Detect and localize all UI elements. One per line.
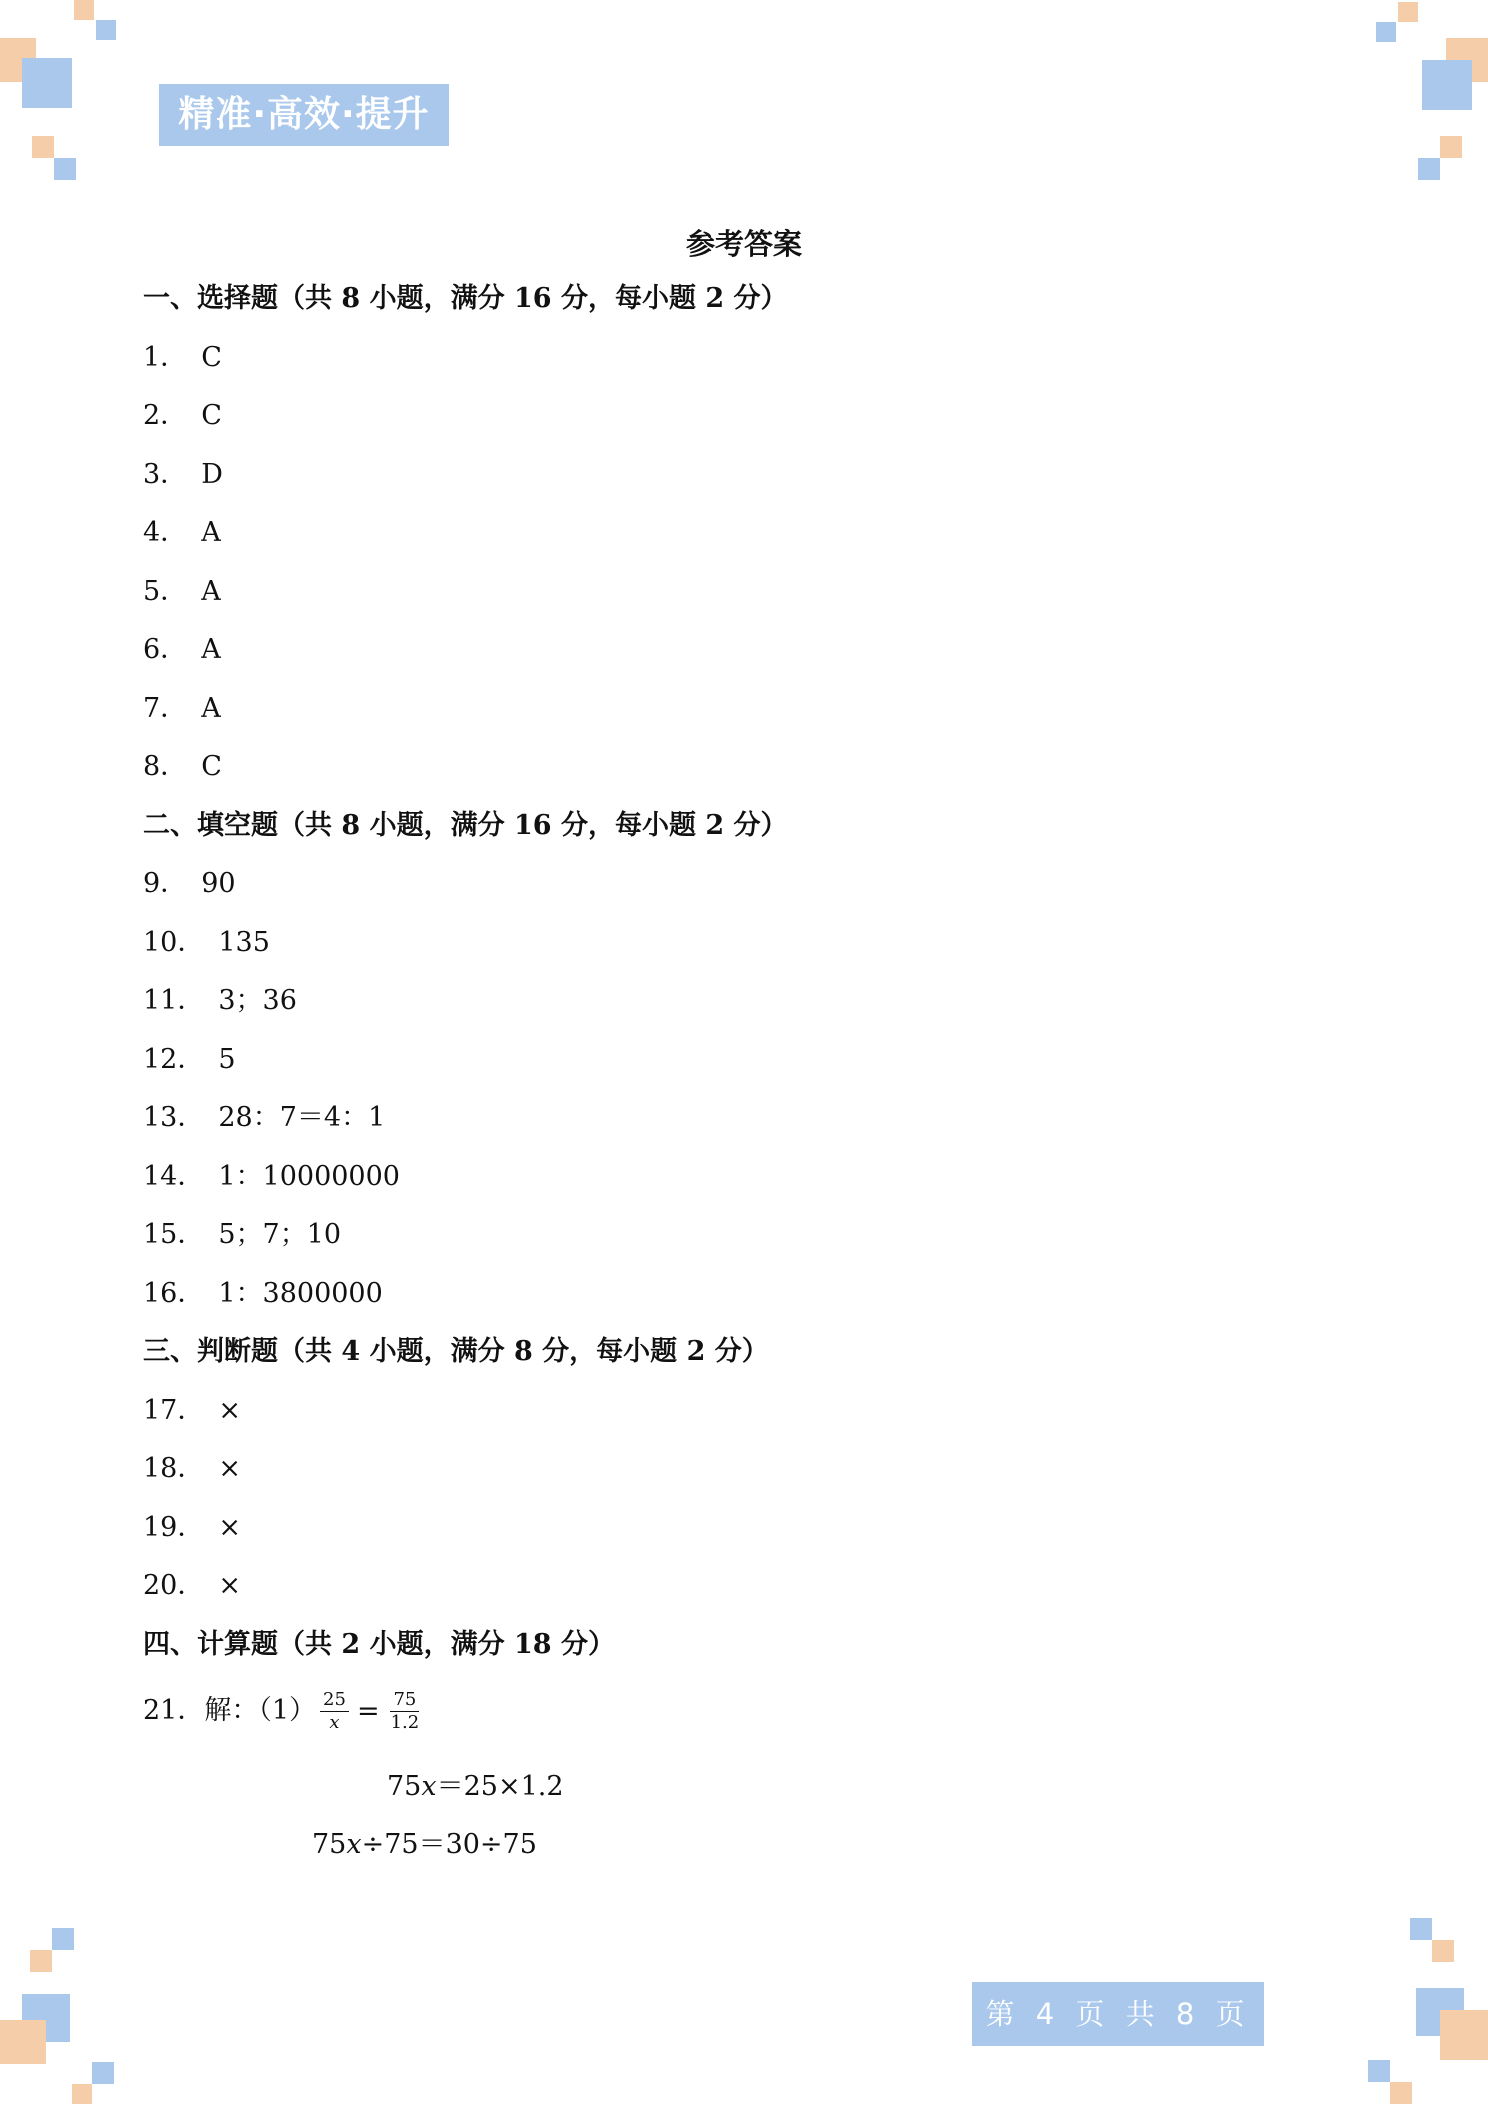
item-number: 19． bbox=[143, 1511, 205, 1543]
item-answer: A bbox=[201, 634, 221, 665]
q21-step-1 bbox=[387, 1764, 564, 1803]
item-number: 9． bbox=[143, 868, 188, 899]
item-number: 10． bbox=[143, 926, 205, 958]
item-number: 18． bbox=[143, 1453, 205, 1484]
equals-sign: = bbox=[356, 1696, 380, 1727]
item-number: 11． bbox=[143, 985, 205, 1016]
item-answer: 28：7＝4：1 bbox=[218, 1102, 386, 1133]
section-heading-choice: 一、选择题（共 8 小题，满分 16 分，每小题 2 分） bbox=[143, 283, 788, 314]
section-heading-calc: 四、计算题（共 2 小题，满分 18 分） bbox=[143, 1628, 615, 1660]
list-item bbox=[143, 680, 1343, 739]
list-item bbox=[143, 1557, 1343, 1616]
item-number: 3． bbox=[143, 458, 188, 490]
list-item bbox=[143, 1440, 1343, 1499]
fraction-numerator: 25 bbox=[320, 1689, 349, 1712]
item-answer: 1：10000000 bbox=[218, 1160, 400, 1192]
item-number: 16． bbox=[143, 1277, 205, 1309]
item-number: 14． bbox=[143, 1160, 205, 1192]
step-variable: x bbox=[421, 1771, 437, 1802]
item-number: 2． bbox=[143, 400, 188, 431]
item-number: 8． bbox=[143, 751, 188, 782]
item-number: 20． bbox=[143, 1570, 205, 1601]
list-item bbox=[143, 563, 1343, 622]
list-item bbox=[143, 1206, 1343, 1265]
fraction-numerator: 75 bbox=[390, 1689, 419, 1712]
list-item bbox=[143, 1031, 1343, 1090]
list-item bbox=[143, 1265, 1343, 1324]
item-answer: 5；7；10 bbox=[218, 1219, 342, 1250]
item-answer: A bbox=[201, 692, 221, 724]
item-answer: C bbox=[201, 751, 222, 782]
step-rest: ＝25×1.2 bbox=[436, 1771, 564, 1802]
fraction-denominator: x bbox=[329, 1712, 340, 1733]
fraction-denominator: 1.2 bbox=[390, 1712, 420, 1733]
item-answer: C bbox=[201, 341, 222, 373]
item-answer: × bbox=[218, 1511, 241, 1543]
section-heading-judge: 三、判断题（共 4 小题，满分 8 分，每小题 2 分） bbox=[143, 1336, 769, 1367]
item-number: 12． bbox=[143, 1043, 205, 1075]
list-item bbox=[143, 972, 1343, 1031]
item-answer: × bbox=[218, 1570, 241, 1601]
section-heading-fill: 二、填空题（共 8 小题，满分 16 分，每小题 2 分） bbox=[143, 809, 788, 841]
list-item bbox=[143, 914, 1343, 973]
list-item bbox=[143, 329, 1343, 388]
step-coefficient: 75 bbox=[312, 1829, 347, 1860]
item-answer: 135 bbox=[218, 926, 270, 958]
item-answer: × bbox=[218, 1453, 241, 1484]
item-answer: 3；36 bbox=[218, 985, 297, 1016]
list-item bbox=[143, 621, 1343, 680]
item-number: 6． bbox=[143, 634, 188, 665]
item-answer: A bbox=[201, 575, 221, 607]
list-item bbox=[143, 1382, 1343, 1441]
list-item bbox=[143, 1089, 1343, 1148]
list-item bbox=[143, 1499, 1343, 1558]
fraction-25-over-x bbox=[320, 1689, 349, 1734]
q21-equation bbox=[143, 1688, 426, 1734]
item-answer: 1：3800000 bbox=[218, 1277, 383, 1309]
item-answer: × bbox=[218, 1394, 241, 1426]
item-answer: 90 bbox=[201, 868, 236, 899]
list-item bbox=[143, 855, 1343, 914]
step-rest: ÷75＝30÷75 bbox=[361, 1829, 537, 1860]
item-answer: A bbox=[201, 517, 221, 548]
item-number: 7． bbox=[143, 692, 188, 724]
item-number: 1． bbox=[143, 341, 188, 373]
item-number: 13． bbox=[143, 1102, 205, 1133]
fraction-75-over-1-2 bbox=[388, 1689, 423, 1734]
list-item bbox=[143, 446, 1343, 505]
item-answer: 5 bbox=[218, 1043, 236, 1075]
item-number: 17． bbox=[143, 1394, 205, 1426]
step-coefficient: 75 bbox=[387, 1771, 422, 1802]
page-title: 参考答案 bbox=[685, 227, 802, 261]
item-answer: D bbox=[201, 458, 223, 490]
item-number: 5． bbox=[143, 575, 188, 607]
step-variable: x bbox=[346, 1829, 362, 1860]
list-item bbox=[143, 387, 1343, 446]
list-item bbox=[143, 738, 1343, 797]
header-banner: 精准·高效·提升 bbox=[159, 84, 449, 146]
q21-prefix: 21．解：（1） bbox=[143, 1695, 317, 1726]
q21-step-2 bbox=[312, 1822, 537, 1861]
item-answer: C bbox=[201, 400, 222, 431]
list-item bbox=[143, 504, 1343, 563]
item-number: 15． bbox=[143, 1219, 205, 1250]
item-number: 4． bbox=[143, 517, 188, 548]
answer-list bbox=[143, 270, 1343, 1674]
page-number-footer: 第 4 页 共 8 页 bbox=[972, 1982, 1264, 2046]
list-item bbox=[143, 1148, 1343, 1207]
